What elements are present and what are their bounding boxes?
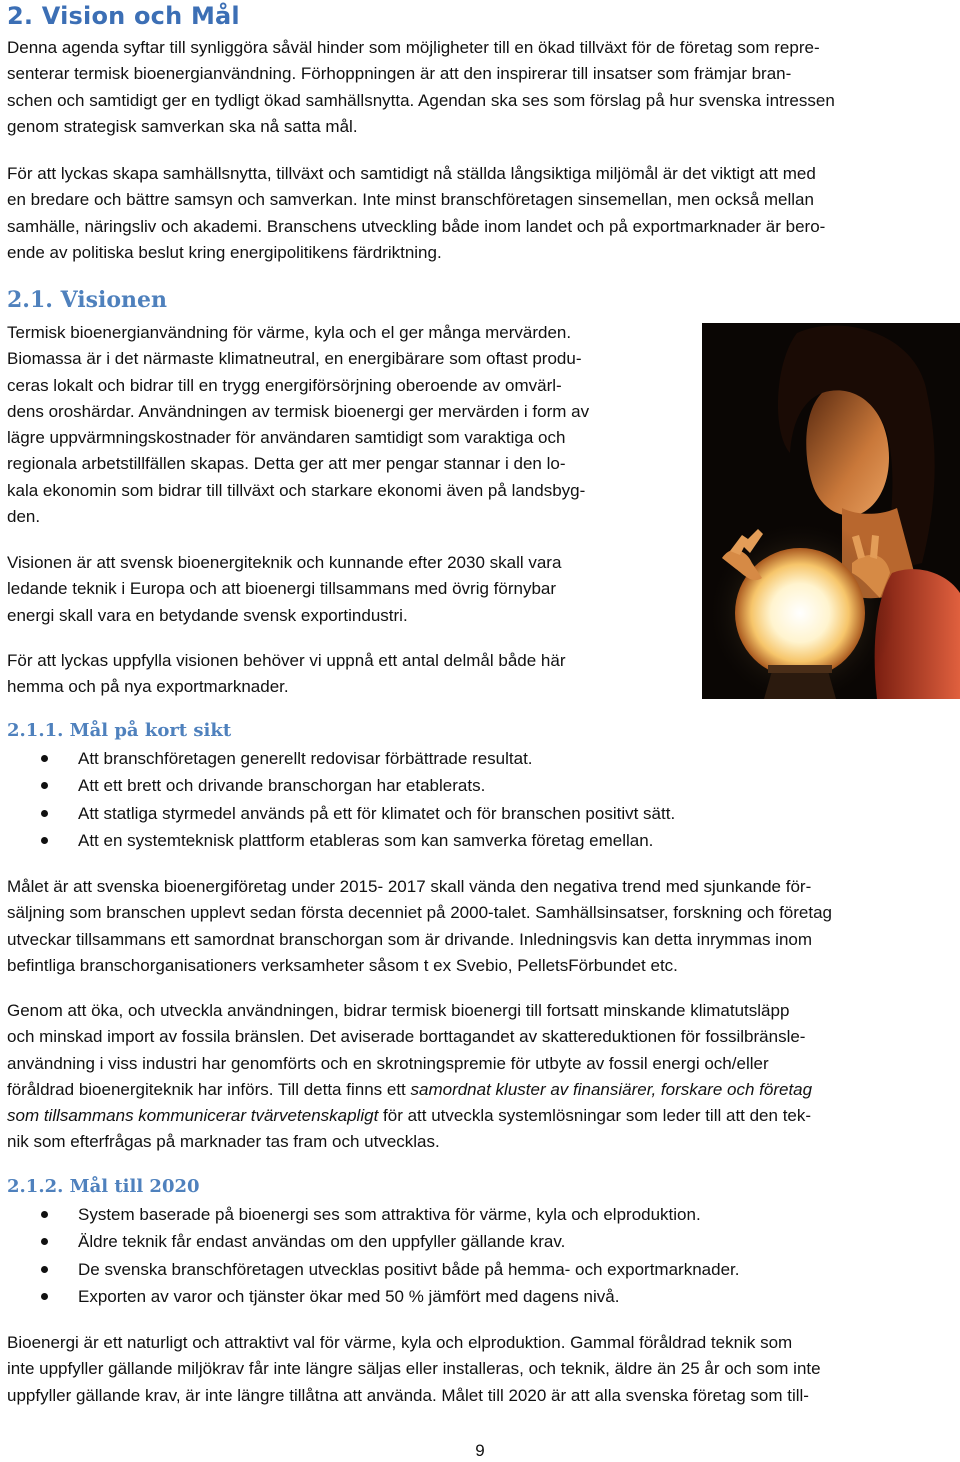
list-item [0,1201,739,1228]
list-item-text: Att statliga styrmedel används på ett för klimatet och för branschen positivt sätt. [78,803,676,823]
text-line: den. [7,507,41,527]
list-item [0,745,675,772]
list-item [0,827,675,854]
goal-2020-paragraph [7,1330,957,1409]
bullet-icon [41,1211,48,1218]
list-item-text: De svenska branschföretagen utvecklas positivt både på hemma- och exportmarknader. [78,1259,740,1279]
list-item [0,772,675,799]
text-line: Visionen är att svensk bioenergiteknik och kunnande efter 2030 skall vara [7,553,562,572]
text-line: dens oroshärdar. Användningen av termisk bioenergi ger mervärden i form av [7,401,590,421]
text-line: ende av politiska beslut kring energipolitikens färdriktning. [7,242,442,262]
bullet-icon [41,1266,48,1273]
text-line: säljning som branschen upplevt sedan första decenniet på 2000-talet. Samhällsinsatser, forskning och företag [7,903,832,923]
list-item [0,1228,739,1255]
text-line: energi skall vara en betydande svensk exportindustri. [7,605,408,625]
page-number: 9 [475,1441,485,1460]
subgoals-paragraph [7,648,697,701]
text-line: ceras lokalt och bidrar till en trygg energiförsörjning oberoende av omvärl- [7,375,562,395]
text-line: och minskad import av fossila bränslen. Det aviserade borttagandet av skattereduktionen för fossilbränsle- [7,1027,806,1047]
text-line: Biomassa är i det närmaste klimatneutral, en energibärare som oftast produ- [7,349,582,369]
list-item [0,1283,739,1310]
list-item-text: Att branschföretagen generellt redovisar förbättrade resultat. [78,749,533,768]
bullet-icon [41,755,48,762]
text-line: uppfyller gällande krav, är inte längre tillåtna att använda. Målet till 2020 är att alla svenska företag som till- [7,1385,809,1405]
bullet-icon [41,782,48,789]
text-span: föråldrad bioenergiteknik har införs. Till detta finns ett [7,1079,411,1099]
text-line: samhälle, näringsliv och akademi. Branschens utveckling både inom landet och på exportmarknader är bero- [7,216,826,236]
short-term-heading: 2.1.1. Mål på kort sikt [7,720,232,741]
list-item [0,800,675,827]
bullet-icon [41,810,48,817]
vision-paragraph [7,320,697,530]
list-item-text: System baserade på bioenergi ses som attraktiva för värme, kyla och elproduktion. [78,1205,701,1224]
bioenergy-usage-paragraph [7,998,957,1156]
text-line: kala ekonomin som bidrar till tillväxt och starkare ekonomi även på landsbyg- [7,480,586,500]
text-line: Målet är att svenska bioenergiföretag under 2015- 2017 skall vända den negativa trend med sjunkande för- [7,877,812,896]
list-item [0,1256,739,1283]
text-line: en bredare och bättre samsyn och samverkan. Inte minst branschföretagen sinsemellan, men också mellan [7,190,814,210]
text-line: lägre uppvärmningskostnader för användaren samtidigt som varaktiga och [7,428,566,448]
text-line: ledande teknik i Europa och att bioenergi tillsammans med övrig förnybar [7,579,557,599]
goal-2020-heading: 2.1.2. Mål till 2020 [7,1176,200,1197]
italic-text: som tillsammans kommunicerar tvärvetenskapligt [7,1106,379,1126]
woman-with-glowing-globe-photo [702,323,960,699]
bullet-icon [41,837,48,844]
text-line: inte uppfyller gällande miljökrav får inte längre säljas eller installeras, och teknik, äldre än 25 år och som inte [7,1359,821,1379]
text-line: För att lyckas uppfylla visionen behöver vi uppnå ett antal delmål både här [7,651,566,670]
text-line: regionala arbetstillfällen skapas. Detta ger att mer pengar stannar i den lo- [7,454,566,474]
text-line: användning i viss industri har genomförts och en skrotningspremie för utbyte av fossil energi och/eller [7,1053,769,1073]
bullet-icon [41,1238,48,1245]
text-line: schen och samtidigt ger en tydligt ökad samhällsnytta. Agendan ska ses som förslag på hur svenska intressen [7,90,835,110]
text-line: hemma och på nya exportmarknader. [7,677,289,697]
text-line: nik som efterfrågas på marknader tas fram och utvecklas. [7,1132,440,1152]
text-span: för att utveckla systemlösningar som leder till att den tek- [378,1106,812,1126]
vision-heading: 2.1. Visionen [7,287,168,313]
text-line: Bioenergi är ett naturligt och attraktivt val för värme, kyla och elproduktion. Gammal föråldrad teknik som [7,1333,793,1352]
intro-paragraph [7,35,957,140]
text-line: senterar termisk bioenergianvändning. Förhoppningen är att den inspirerar till insatser som främjar bran- [7,64,792,84]
short-term-paragraph [7,874,957,979]
text-line: befintliga branschorganisationers verksamheter såsom t ex Svebio, PelletsFörbundet etc. [7,955,678,975]
section-title: 2. Vision och Mål [7,2,240,30]
text-line: Termisk bioenergianvändning för värme, kyla och el ger många mervärden. [7,323,572,342]
text-line: utveckar tillsammans ett samordnat branschorgan som är drivande. Inledningsvis kan detta inrymmas inom [7,929,813,949]
text-line: Genom att öka, och utveckla användningen, bidrar termisk bioenergi till fortsatt minskande klimatutsläpp [7,1001,790,1020]
vision-statement-paragraph [7,550,697,629]
text-line: Denna agenda syftar till synliggöra såväl hinder som möjligheter till en ökad tillväxt för de företag som repre- [7,38,820,57]
list-item-text: Äldre teknik får endast användas om den uppfyller gällande krav. [78,1232,566,1252]
list-item-text: Exporten av varor och tjänster ökar med 50 % jämfört med dagens nivå. [78,1286,620,1306]
list-item-text: Att ett brett och drivande branschorgan har etablerats. [78,776,486,796]
text-line: genom strategisk samverkan ska nå satta mål. [7,116,358,136]
text-line [7,1103,957,1129]
short-term-goals-list [0,745,675,854]
bullet-icon [41,1293,48,1300]
photo-illustration [702,323,960,699]
goal-2020-list [0,1201,739,1310]
italic-text: samordnat kluster av finansiärer, forskare och företag [410,1079,813,1099]
list-item-text: Att en systemteknisk plattform etableras som kan samverka företag emellan. [78,830,654,850]
samhallsnytta-paragraph [7,161,957,266]
text-line [7,1077,957,1103]
text-line: För att lyckas skapa samhällsnytta, tillväxt och samtidigt nå ställda långsiktiga miljömål är det viktigt att med [7,164,816,183]
